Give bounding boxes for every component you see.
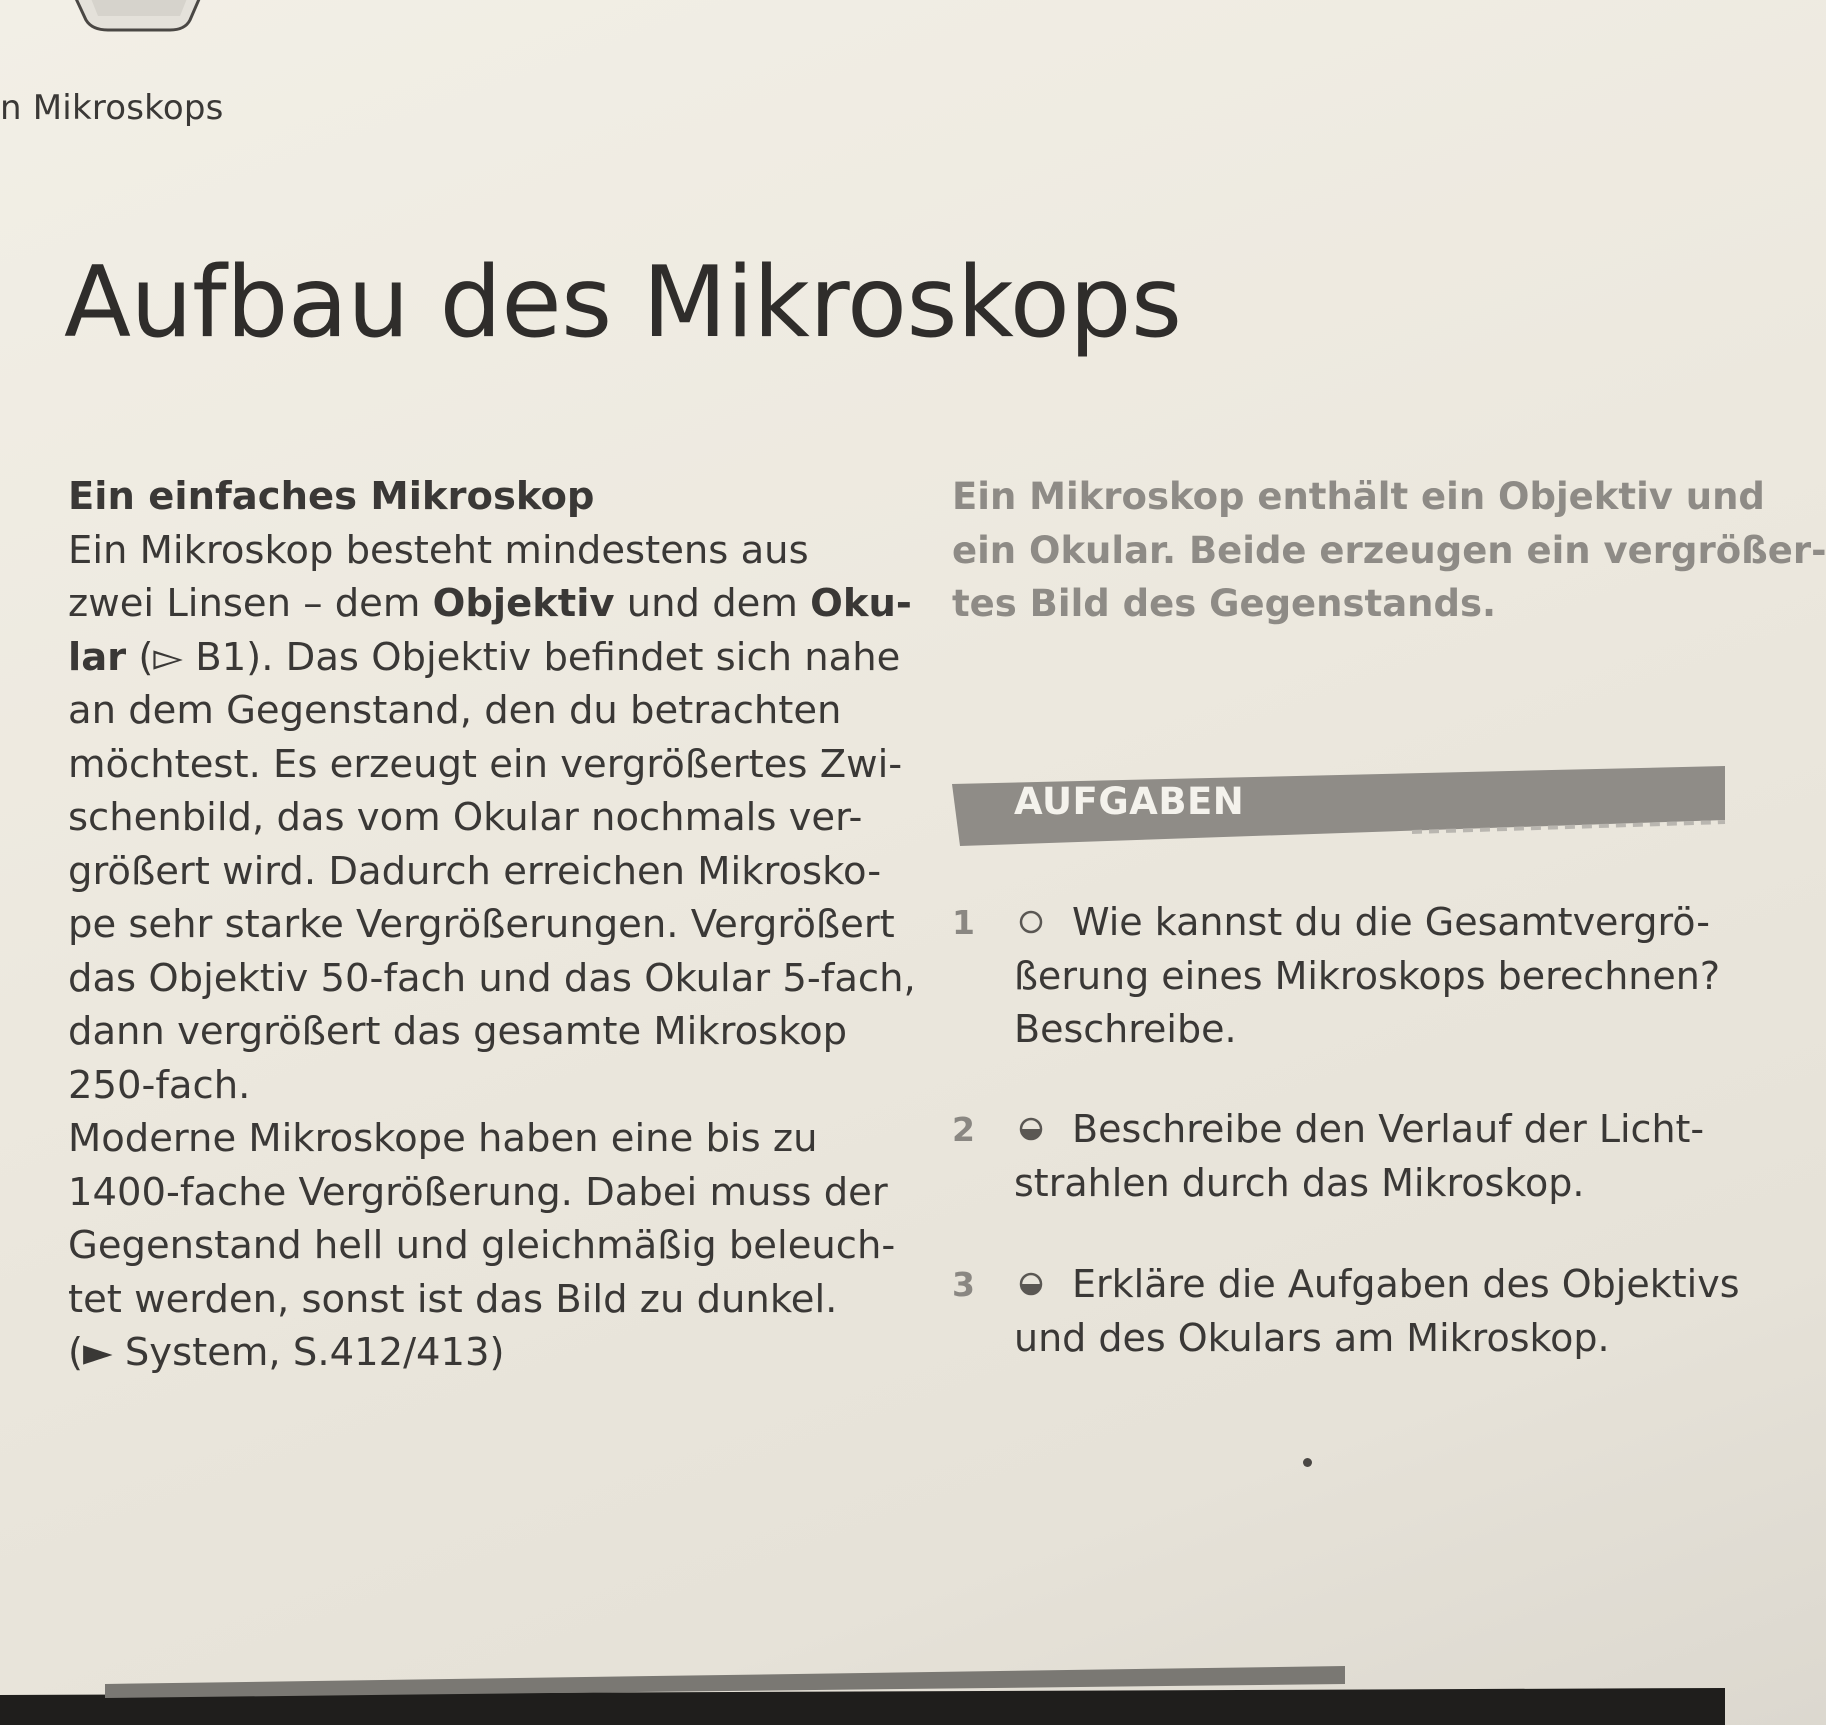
tasks-header-label: AUFGABEN xyxy=(1014,780,1245,823)
task-line: Beschreibe. xyxy=(1014,1007,1237,1051)
summary-line: Ein Mikroskop enthält ein Objektiv und xyxy=(952,475,1765,518)
task-text xyxy=(1014,896,1721,1057)
text-line: Ein Mikroskop besteht mindestens aus xyxy=(68,527,809,573)
task-text xyxy=(1014,1103,1714,1210)
text-line xyxy=(68,577,912,631)
task-line: Erkläre die Aufgaben des Objektivs xyxy=(1072,1262,1740,1306)
task-number: 1 xyxy=(952,903,975,942)
task-text xyxy=(1014,1258,1740,1365)
text-line: pe sehr starke Vergrößerungen. Vergrößert xyxy=(68,902,895,947)
text-run: zwei Linsen – dem xyxy=(68,581,433,626)
text-line: an dem Gegenstand, den du betrachten xyxy=(68,688,842,733)
text-line: möchtest. Es erzeugt ein vergrößertes Zwi- xyxy=(68,741,903,787)
text-line: tet werden, sonst ist das Bild zu dunkel. xyxy=(68,1276,838,1322)
tasks-header-bar xyxy=(952,762,1725,846)
running-head: n Mikroskops xyxy=(0,88,224,128)
summary-box xyxy=(952,470,1826,631)
print-speck xyxy=(1303,1458,1312,1467)
task-number: 3 xyxy=(952,1265,975,1304)
summary-line: ein Okular. Beide erzeugen ein vergrößer- xyxy=(952,528,1826,572)
cross-reference: (► System, S.412/413) xyxy=(68,1330,505,1375)
term-objektiv: Objektiv xyxy=(432,581,615,626)
task-number: 2 xyxy=(952,1110,975,1149)
page-title: Aufbau des Mikroskops xyxy=(64,246,1182,360)
text-line: Gegenstand hell und gleichmäßig beleuch- xyxy=(68,1223,896,1268)
term-okular-part1: Oku- xyxy=(810,581,912,626)
section-subheading: Ein einfaches Mikroskop xyxy=(68,474,595,519)
text-line: größert wird. Dadurch erreichen Mikrosko- xyxy=(68,848,882,894)
term-okular-part2: lar xyxy=(68,634,127,680)
task-line: und des Okulars am Mikroskop. xyxy=(1014,1315,1610,1360)
text-line: das Objektiv 50-fach und das Okular 5-fach, xyxy=(68,955,916,1001)
text-line: 250-fach. xyxy=(68,1062,251,1108)
page-bottom-edge xyxy=(0,1660,1725,1725)
text-line: Moderne Mikroskope haben eine bis zu xyxy=(68,1116,818,1161)
text-line: schenbild, das vom Okular nochmals ver- xyxy=(68,795,863,840)
task-line: strahlen durch das Mikroskop. xyxy=(1014,1160,1585,1205)
text-line: dann vergrößert das gesamte Mikroskop xyxy=(68,1009,848,1054)
text-line xyxy=(68,631,901,685)
text-line: 1400-fache Vergrößerung. Dabei muss der xyxy=(68,1169,888,1215)
main-text-column xyxy=(68,470,916,1380)
task-line: Wie kannst du die Gesamtvergrö- xyxy=(1072,900,1710,944)
task-line: ßerung eines Mikroskops berechnen? xyxy=(1014,953,1721,998)
task-line: Beschreibe den Verlauf der Licht- xyxy=(1072,1107,1705,1151)
microscope-illustration-fragment xyxy=(70,0,205,34)
text-run: und dem xyxy=(614,581,811,626)
summary-line: tes Bild des Gegenstands. xyxy=(952,582,1497,625)
text-run: (▻ B1). Das Objektiv befindet sich nahe xyxy=(126,634,901,680)
